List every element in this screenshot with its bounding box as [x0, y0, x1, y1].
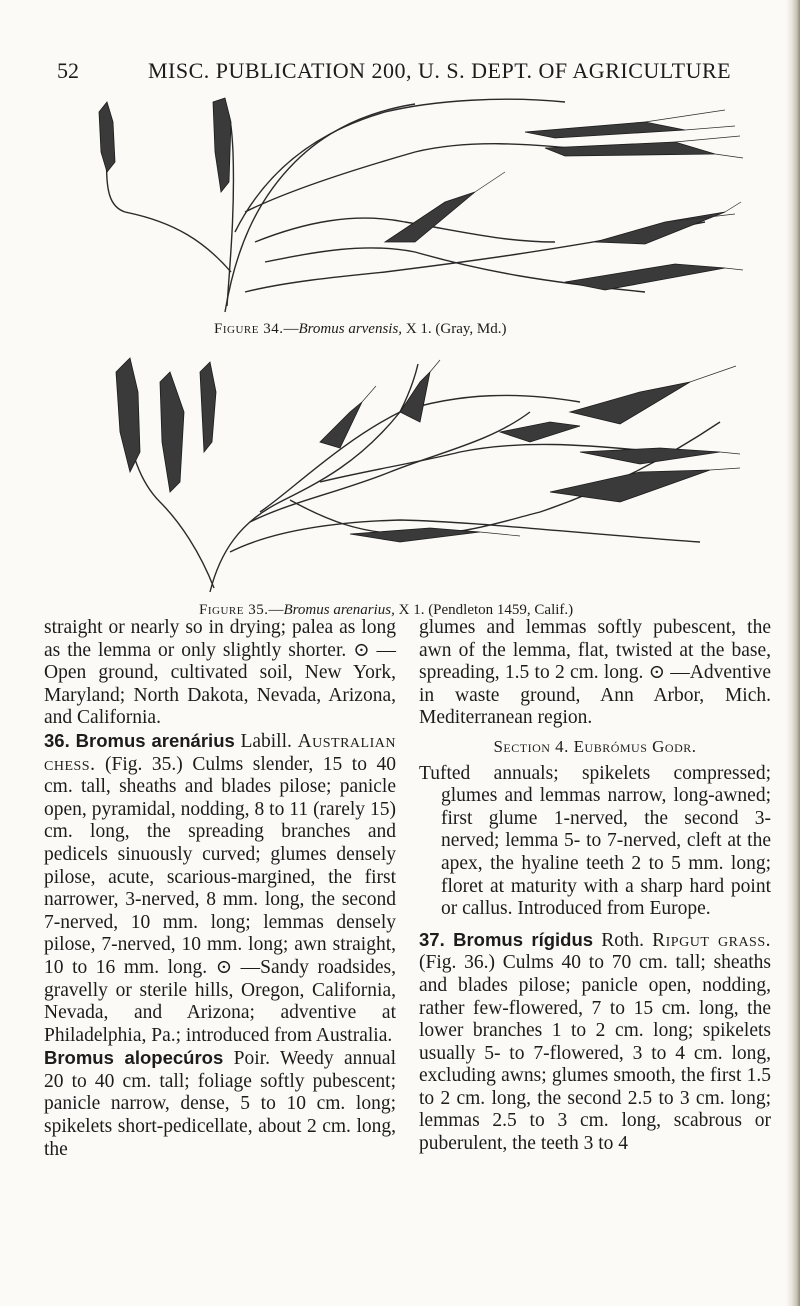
left-column [44, 617, 396, 1161]
figure-caption-rest: X 1. (Gray, Md.) [405, 321, 507, 337]
species-description: (Fig. 35.) Culms slender, 15 to 40 cm. tall, sheaths and blades pilose; panicle open, pyramidal, nodding, 8 to 11 (rarely 15) cm. long, the spreading branches and pedicels sinuously curved; glumes densely pilose, acute, scarious-margined, the first narrower, 3-nerved, 8 mm. long, the second 7-nerved, 10 mm. long; lemmas densely pilose, 7-nerved, 10 mm. long; awn straight, 10 to 16 mm. long. ⊙ —Sandy roadsides, gravelly or sterile hills, Oregon, California, Nevada, and Arizona; adventive at Philadelphia, Pa.; introduced from Australia. [44, 753, 396, 1046]
figure-caption-rest: X 1. (Pendleton 1459, Calif.) [398, 602, 574, 618]
species-description: Poir. Weedy annual 20 to 40 cm. tall; foliage softly pubescent; panicle narrow, dense, 5 to 10 cm. long; spikelets short-pedicellate, about 2 cm. long, the [44, 1048, 396, 1160]
running-head: MISC. PUBLICATION 200, U. S. DEPT. OF AGRICULTURE [148, 58, 732, 83]
right-column [419, 617, 771, 1156]
paragraph: glumes and lemmas softly pubescent, the awn of the lemma, flat, twisted at the base, spreading, 1.5 to 2 cm. long. ⊙ —Adventive in waste ground, Ann Arbor, Mich. Mediterranean region. [419, 617, 771, 729]
figure-label: Figure 35. [199, 602, 269, 618]
species-author: Labill. [234, 730, 298, 752]
species-entry-36 [44, 730, 396, 1047]
page-edge-shadow [786, 0, 800, 1306]
figure-34-illustration [85, 92, 745, 314]
paragraph: straight or nearly so in drying; palea as long as the lemma or only slightly shorter. ⊙ —Open ground, cultivated soil, New York, Maryland; North Dakota, Nevada, Arizona, and California. [44, 617, 396, 729]
figure-35-illustration [100, 352, 740, 596]
species-author: Roth. [593, 929, 653, 951]
common-name: Australian chess. [44, 730, 396, 775]
page-number: 52 [57, 58, 79, 83]
figure-34-caption: Figure 34.—Bromus arvensis, X 1. (Gray, Md.) [214, 321, 507, 337]
figure-35-caption: Figure 35.—Bromus arenarius, X 1. (Pendleton 1459, Calif.) [199, 602, 574, 618]
common-name: Ripgut grass. [652, 929, 771, 951]
figure-label: Figure 34. [214, 321, 284, 337]
species-name: Bromus alopecúros [44, 1047, 224, 1069]
species-name: 36. Bromus arenárius [44, 729, 235, 751]
species-entry-37 [419, 929, 771, 1156]
figure-species: Bromus arvensis, [298, 321, 403, 337]
section-heading: Section 4. Eubrómus Godr. [493, 736, 697, 756]
section-description: Tufted annuals; spikelets compressed; glumes and lemmas narrow, long-awned; first glume 1-nerved, the second 3-nerved; lemma 5- to 7-nerved, cleft at the apex, the hyaline teeth 2 to 5 mm. long; floret at maturity with a sharp hard point or callus. Introduced from Europe. [419, 762, 771, 920]
species-description: (Fig. 36.) Culms 40 to 70 cm. tall; sheaths and blades pilose; panicle open, nodding, rather few-flowered, 7 to 15 cm. long, the lower branches 1 to 2 cm. long; spikelets usually 5- to 7-flowered, 3 to 4 cm. long, excluding awns; glumes smooth, the first 1.5 to 2 cm. long, the second 2.5 to 3 cm. long; lemmas 2.5 to 3 cm. long, scabrous or puberulent, the teeth 3 to 4 [419, 952, 771, 1155]
species-name: 37. Bromus rígidus [419, 928, 594, 950]
figure-species: Bromus arenarius, [283, 602, 395, 618]
species-entry-alopecuros [44, 1047, 396, 1161]
